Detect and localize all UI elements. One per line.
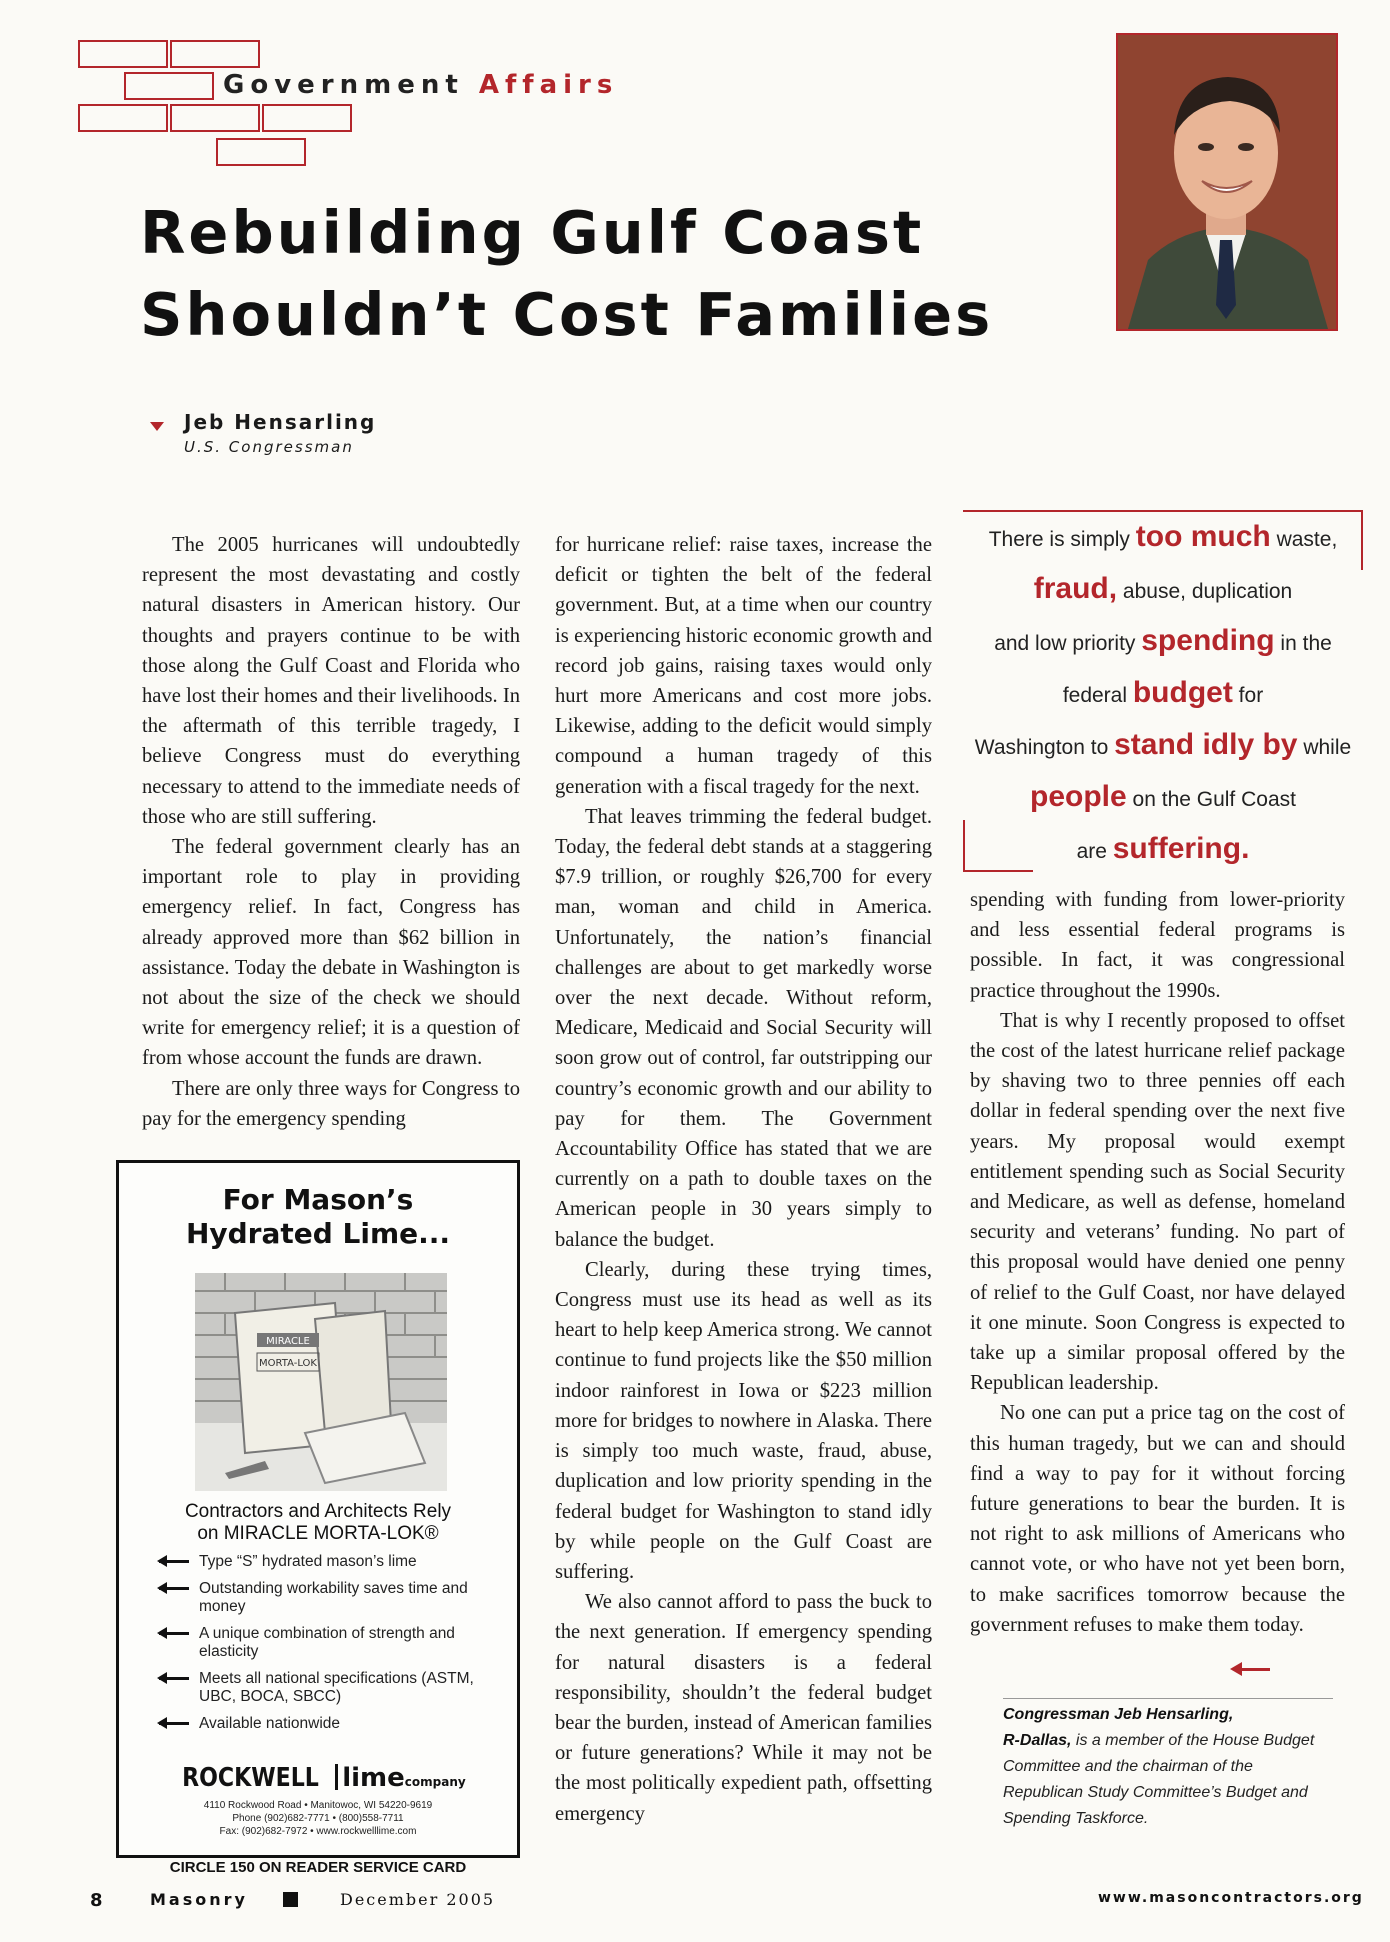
pull-quote-line: and low priority spending in the bbox=[994, 624, 1332, 657]
author-note-party: R-Dallas, bbox=[1003, 1732, 1072, 1749]
paragraph: No one can put a price tag on the cost of this human tragedy, but we can and should find a way to pay for it without forcing future generations to bear the burden. It is not right to ask millions of Americans who cannot vote, or who have not yet been born, to make sacrifices tomorrow because the government refuses to make them today. bbox=[970, 1402, 1345, 1636]
kicker-affairs: Affairs bbox=[478, 70, 619, 100]
reader-service-note: CIRCLE 150 ON READER SERVICE CARD bbox=[169, 1859, 467, 1876]
arrow-icon bbox=[159, 1632, 189, 1635]
website-link[interactable]: www.masoncontractors.org bbox=[1098, 1890, 1364, 1906]
section-kicker bbox=[223, 70, 618, 100]
ad-headline: For Mason’s Hydrated Lime... bbox=[185, 1183, 451, 1250]
issue-date: December 2005 bbox=[340, 1890, 496, 1909]
list-item: Outstanding workability saves time and money bbox=[159, 1580, 499, 1616]
arrow-icon bbox=[159, 1722, 189, 1725]
feature-list bbox=[159, 1553, 499, 1742]
pull-quote-line: federal budget for bbox=[1062, 676, 1264, 709]
paragraph: The 2005 hurricanes will undoubtedly represent the most devastating and costly natural disasters in American history. Our thoughts and prayers continue to be with those along the Gulf Coast and Florida who have lost their homes and their livelihoods. In the aftermath of this terrible tragedy, I believe Congress must do everything necessary to attend to the immediate needs of those who are still suffering. bbox=[142, 534, 520, 828]
list-item: Meets all national specifications (ASTM, UBC, BOCA, SBCC) bbox=[159, 1670, 499, 1706]
list-item: Available nationwide bbox=[159, 1715, 499, 1733]
arrow-icon bbox=[159, 1560, 189, 1563]
paragraph: Clearly, during these trying times, Congress must use its head as well as its heart to help keep America strong. We cannot continue to fund projects like the $50 million indoor rainforest in Iowa or $223 million more for bridges to nowhere in Alaska. There is simply too much waste, fraud, abuse, duplication and low priority spending in the federal budget for Washington to stand idly by while people on the Gulf Coast are suffering. bbox=[555, 1258, 932, 1583]
author-role: U.S. Congressman bbox=[184, 438, 354, 456]
advertisement[interactable] bbox=[116, 1160, 520, 1858]
paragraph: There are only three ways for Congress to pay for the emergency spending bbox=[142, 1077, 520, 1130]
article-column-3 bbox=[970, 885, 1345, 1640]
arrow-icon bbox=[159, 1677, 189, 1680]
footer-square-icon bbox=[283, 1892, 298, 1907]
arrow-icon bbox=[159, 1587, 189, 1590]
pull-quote-line: fraud, abuse, duplication bbox=[1033, 572, 1293, 605]
pull-quote-line: are suffering. bbox=[1076, 832, 1250, 865]
author-note bbox=[1003, 1702, 1333, 1832]
lime-bags-illustration bbox=[195, 1273, 447, 1491]
pull-quote bbox=[963, 510, 1363, 870]
divider bbox=[1003, 1698, 1333, 1699]
rockwell-lime-logo: ROCKWELL limecompany bbox=[182, 1763, 466, 1793]
list-item: A unique combination of strength and elasticity bbox=[159, 1625, 499, 1661]
pull-quote-line: people on the Gulf Coast bbox=[1030, 780, 1296, 813]
byline-triangle-icon bbox=[150, 422, 164, 431]
author-note-name: Congressman Jeb Hensarling, bbox=[1003, 1706, 1234, 1723]
brick-logo bbox=[78, 40, 168, 68]
author-note-text: is a member of the House Budget Committee and the chairman of the Republican Study Committee’s Budget and Spending Taskforce. bbox=[1003, 1732, 1315, 1827]
brick-logo bbox=[170, 40, 260, 68]
paragraph: That leaves trimming the federal budget. Today, the federal debt stands at a staggering $7.9 trillion, or roughly $26,700 for every man, woman and child in America. Unfortunately, the nation’s financial challenges are about to get markedly worse over the next decade. Without reform, Medicare, Medicaid and Social Security will soon grow out of control, far outstripping our country’s economic growth and our ability to pay for them. The Government Accountability Office has stated that we are currently on a path to double taxes on the American people in 30 years simply to balance the budget. bbox=[555, 805, 932, 1251]
article-column-2 bbox=[555, 530, 932, 1829]
brick-logo bbox=[124, 72, 214, 100]
ad-tagline: Contractors and Architects Rely on MIRACLE MORTA-LOK® bbox=[184, 1501, 452, 1544]
svg-text:MIRACLE: MIRACLE bbox=[266, 1336, 310, 1347]
paragraph: That is why I recently proposed to offset the cost of the latest hurricane relief package by shaving two to three pennies off each dollar in federal spending over the next five years. My proposal would exempt entitlement spending such as Social Security and Medicare, as well as defense, homeland security and veterans’ funding. No part of this proposal would have denied one penny of relief to the Gulf Coast, nor have delayed it one minute. Soon Congress is expected to take up a similar proposal offered by the Republican leadership. bbox=[970, 1009, 1345, 1395]
paragraph: spending with funding from lower-priority and less essential federal programs is possible. In fact, it was congressional practice throughout the 1990s. bbox=[970, 889, 1345, 1002]
author-photo bbox=[1116, 33, 1338, 331]
end-mark-arrow-icon bbox=[1238, 1668, 1270, 1671]
portrait-illustration bbox=[1118, 35, 1336, 329]
pull-quote-line: Washington to stand idly by while bbox=[974, 728, 1352, 761]
brick-logo bbox=[216, 138, 306, 166]
paragraph: for hurricane relief: raise taxes, increase the deficit or tighten the belt of the federal government. But, at a time when our country is experiencing historic economic growth and record job gains, raising taxes would only hurt more Americans and cost more jobs. Likewise, adding to the deficit would simply compound a human tragedy of this generation with a fiscal tragedy for the next. bbox=[555, 534, 932, 798]
article-column-1 bbox=[142, 530, 520, 1134]
author-name: Jeb Hensarling bbox=[184, 410, 377, 434]
brick-logo bbox=[262, 104, 352, 132]
svg-text:MORTA-LOK: MORTA-LOK bbox=[259, 1358, 317, 1369]
paragraph: The federal government clearly has an important role to play in providing emergency relief. In fact, Congress has already approved more than $62 billion in assistance. Today the debate in Washington is not about the size of the check we should write for emergency relief; it is a question of from whose account the funds are drawn. bbox=[142, 836, 520, 1070]
brick-logo bbox=[170, 104, 260, 132]
title-line-1: Rebuilding Gulf Coast bbox=[140, 198, 925, 267]
list-item: Type “S” hydrated mason’s lime bbox=[159, 1553, 499, 1571]
ad-contact: 4110 Rockwood Road • Manitowoc, WI 54220-9619 Phone (902)682-7771 • (800)558-7711 Fax: (902)682-7972 • www.rockwelllime.com bbox=[203, 1800, 433, 1837]
page-number: 8 bbox=[90, 1890, 103, 1911]
magazine-name: Masonry bbox=[150, 1890, 248, 1909]
kicker-government: Government bbox=[223, 70, 464, 100]
title-line-2: Shouldn’t Cost Families bbox=[140, 280, 994, 349]
paragraph: We also cannot afford to pass the buck to the next generation. If emergency spending for natural disasters is a federal responsibility, shouldn’t the federal budget bear the burden, instead of American families or future generations? While it may not be the most politically expedient path, offsetting emergency bbox=[555, 1591, 932, 1825]
product-image bbox=[195, 1273, 447, 1491]
pull-quote-frame bbox=[963, 870, 1033, 872]
brick-logo bbox=[78, 104, 168, 132]
pull-quote-line: There is simply too much waste, bbox=[988, 520, 1338, 553]
article-title bbox=[140, 192, 1080, 356]
